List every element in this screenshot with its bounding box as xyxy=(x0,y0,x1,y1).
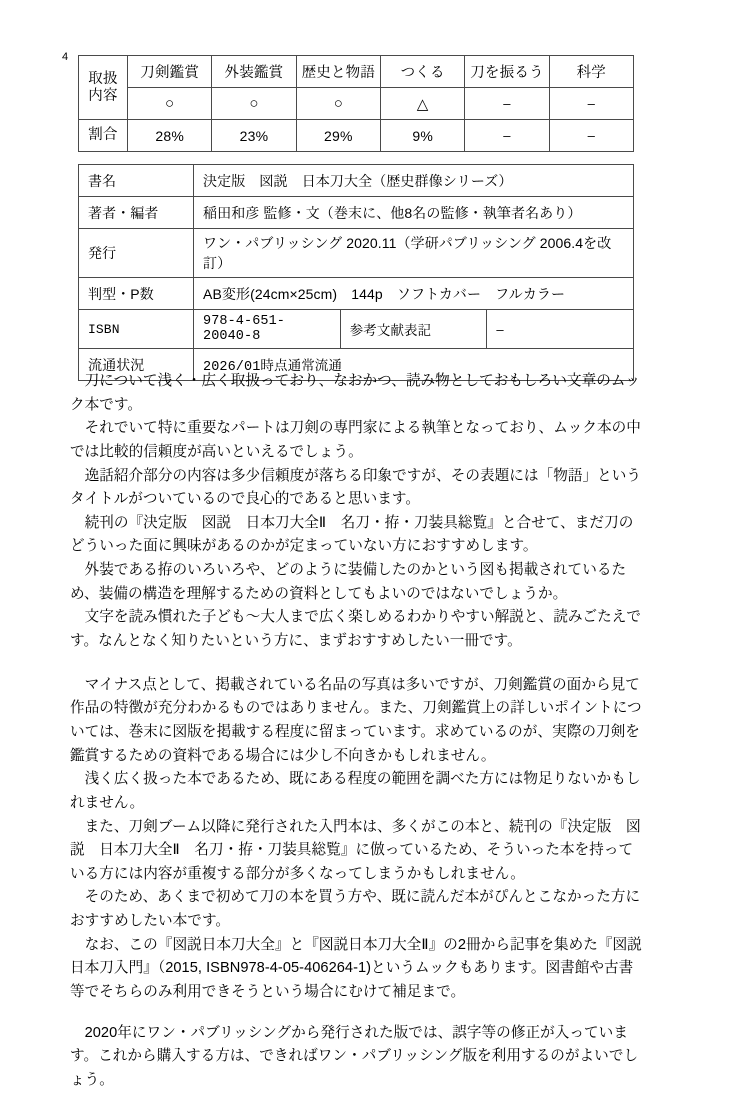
coverage-ratio-0: 28% xyxy=(128,120,212,152)
table-row-publisher xyxy=(79,229,634,278)
coverage-mark-0: ○ xyxy=(128,88,212,120)
table-row-author xyxy=(79,197,634,229)
coverage-table xyxy=(78,55,634,152)
coverage-header-1: 外装鑑賞 xyxy=(212,56,296,88)
table-row-title xyxy=(79,165,634,197)
row-label-content-line1: 取扱 xyxy=(88,70,118,87)
biblio-key-isbn: ISBN xyxy=(79,310,194,349)
paragraph-5: 外装である拵のいろいろや、どのように装備したのかという図も掲載されているため、装備の構造を理解するための資料としてもよいのではないでしょうか。 xyxy=(70,562,627,602)
biblio-value-title: 決定版 図説 日本刀大全（歴史群像シリーズ） xyxy=(194,165,634,197)
coverage-mark-3: △ xyxy=(380,88,464,120)
biblio-value-format: AB変形(24cm×25cm) 144p ソフトカバー フルカラー xyxy=(194,278,634,310)
paragraph-2: それでいて特に重要なパートは刀剣の専門家による執筆となっており、ムック本の中では比較的信頼度が高いといえるでしょう。 xyxy=(70,420,641,460)
paragraph-6: 文字を読み慣れた子ども～大人まで広く楽しめるわかりやすい解説と、読みごたえです。なんとなく知りたいという方に、まずおすすめしたい一冊です。 xyxy=(70,609,642,650)
table-row-ratios xyxy=(79,120,634,152)
coverage-mark-4: – xyxy=(465,88,549,120)
coverage-ratio-5: – xyxy=(549,120,633,152)
row-label-ratio: 割合 xyxy=(79,120,128,152)
bibliographic-table xyxy=(78,164,634,381)
coverage-header-4: 刀を振るう xyxy=(465,56,549,88)
biblio-key-references: 参考文献表記 xyxy=(340,310,487,349)
table-row-format xyxy=(79,278,634,310)
table-row-marks xyxy=(79,88,634,120)
coverage-ratio-3: 9% xyxy=(380,120,464,152)
paragraph-12: 2020年にワン・パブリッシングから発行された版では、誤字等の修正が入っています。これから購入する方は、できればワン・パブリッシング版を利用するのがよいでしょう。 xyxy=(70,1024,639,1088)
paragraph-group-spacer-2 xyxy=(70,1005,642,1022)
biblio-key-distribution: 流通状況 xyxy=(79,349,194,381)
biblio-value-distribution: 2026/01時点通常流通 xyxy=(194,349,634,381)
coverage-mark-1: ○ xyxy=(212,88,296,120)
paragraph-8: 浅く広く扱った本であるため、既にある程度の範囲を調べた方には物足りないかもしれません。 xyxy=(70,771,641,811)
biblio-value-references: – xyxy=(487,310,634,349)
row-label-content-line2: 内容 xyxy=(88,87,118,104)
coverage-header-3: つくる xyxy=(380,56,464,88)
biblio-value-isbn: 978-4-651-20040-8 xyxy=(194,310,341,349)
coverage-ratio-2: 29% xyxy=(296,120,380,152)
paragraph-10: そのため、あくまで初めて刀の本を買う方や、既に読んだ本がぴんとこなかった方におすすめしたい本です。 xyxy=(70,889,641,930)
row-label-content xyxy=(79,56,128,120)
biblio-key-title: 書名 xyxy=(79,165,194,197)
paragraph-7: マイナス点として、掲載されている名品の写真は多いですが、刀剣鑑賞の面から見て作品の特徴が充分わかるものではありません。また、刀剣鑑賞上の詳しいポイントについては、巻末に図版を掲載する程度に留まっています。求めているのが、実際の刀剣を鑑賞するための資料である場合には少し不向きかもしれません。 xyxy=(70,676,642,764)
review-body xyxy=(70,370,642,1093)
paragraph-9: また、刀剣ブーム以降に発行された入門本は、多くがこの本と、続刊の『決定版 図説 日本刀大全Ⅱ 名刀・拵・刀装具総覧』に倣っているため、そういった本を持っている方には内容が重複する部分が多くなってしまうかもしれません。 xyxy=(70,818,641,882)
paragraph-group-spacer-1 xyxy=(70,654,642,674)
biblio-value-publisher: ワン・パブリッシング 2020.11（学研パブリッシング 2006.4を改訂） xyxy=(194,229,634,278)
coverage-ratio-4: – xyxy=(465,120,549,152)
coverage-header-5: 科学 xyxy=(549,56,633,88)
biblio-key-format: 判型・P数 xyxy=(79,278,194,310)
coverage-header-2: 歴史と物語 xyxy=(296,56,380,88)
biblio-value-author: 稲田和彦 監修・文（巻末に、他8名の監修・執筆者名あり） xyxy=(194,197,634,229)
paragraph-1: 刀について浅く・広く取扱っており、なおかつ、読み物としておもしろい文章のムック本です。 xyxy=(70,373,641,413)
paragraph-3: 逸話紹介部分の内容は多少信頼度が落ちる印象ですが、その表題には「物語」というタイトルがついているので良心的であると思います。 xyxy=(70,467,642,508)
paragraph-4: 続刊の『決定版 図説 日本刀大全Ⅱ 名刀・拵・刀装具総覧』と合せて、まだ刀のどういった面に興味があるのかが定まっていない方におすすめします。 xyxy=(70,514,634,555)
coverage-mark-2: ○ xyxy=(296,88,380,120)
coverage-mark-5: – xyxy=(549,88,633,120)
table-row-headers xyxy=(79,56,634,88)
biblio-key-publisher: 発行 xyxy=(79,229,194,278)
page-number: 4 xyxy=(62,51,69,63)
coverage-ratio-1: 23% xyxy=(212,120,296,152)
biblio-key-author: 著者・編者 xyxy=(79,197,194,229)
coverage-header-0: 刀剣鑑賞 xyxy=(128,56,212,88)
paragraph-11: なお、この『図説日本刀大全』と『図説日本刀大全Ⅱ』の2冊から記事を集めた『図説日本刀入門』（2015, ISBN978-4-05-406264-1)というムックもあります。図書館や古書等でそちらのみ利用できそうという場合にむけて補足まで。 xyxy=(70,936,642,1001)
table-row-isbn xyxy=(79,310,634,349)
